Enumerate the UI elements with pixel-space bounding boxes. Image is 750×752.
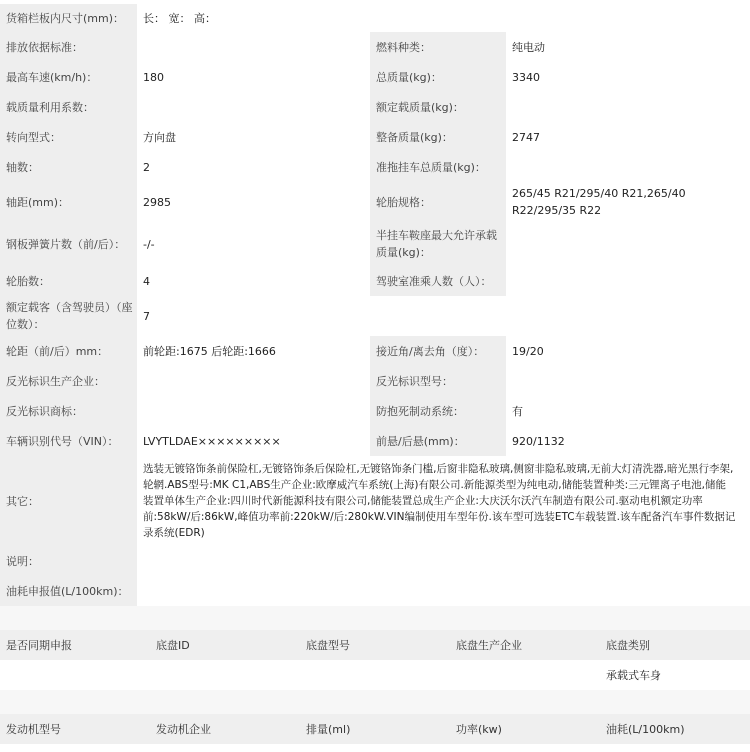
engine-header-cell: 排量(ml): [300, 714, 450, 744]
spec-label: 转向型式：: [0, 122, 137, 152]
spec-row-fuel: [0, 576, 750, 606]
spec-row-wheelbase: [0, 182, 750, 222]
spec-value: 19/20: [506, 336, 750, 366]
chassis-header-cell: 底盘生产企业: [450, 630, 600, 660]
spec-row-max-speed: [0, 62, 750, 92]
spec-value: [137, 396, 370, 426]
spec-value: [506, 222, 750, 266]
spec-label: 燃料种类：: [370, 32, 506, 62]
spec-value: 长： 宽： 高：: [137, 4, 370, 32]
chassis-value-cell: 承载式车身: [600, 660, 750, 690]
spec-value: 7: [137, 296, 370, 336]
engine-header-cell: 发动机型号: [0, 714, 150, 744]
spec-value: [506, 92, 750, 122]
spec-value: 920/1132: [506, 426, 750, 456]
section-gap: [0, 690, 750, 714]
other-label: 其它：: [0, 456, 137, 546]
spec-label: 轮距（前/后）mm：: [0, 336, 137, 366]
engine-header-row: [0, 714, 750, 744]
chassis-header-cell: 底盘类别: [600, 630, 750, 660]
spec-row-cargo-box: [0, 4, 750, 32]
section-gap: [0, 606, 750, 630]
chassis-header-cell: 底盘ID: [150, 630, 300, 660]
engine-header-cell: 油耗(L/100km): [600, 714, 750, 744]
spec-row-load-factor: [0, 92, 750, 122]
spec-value: [506, 266, 750, 296]
spec-value: 4: [137, 266, 370, 296]
spec-value: [506, 296, 750, 336]
spec-label: 额定载客（含驾驶员）（座位数）：: [0, 296, 137, 336]
spec-row-leaf-springs: [0, 222, 750, 266]
spec-row-track: [0, 336, 750, 366]
spec-label: 钢板弹簧片数（前/后）：: [0, 222, 137, 266]
spec-value: 2985: [137, 182, 370, 222]
spec-value: [137, 32, 370, 62]
chassis-header-cell: 底盘型号: [300, 630, 450, 660]
spec-value: 前轮距:1675 后轮距:1666: [137, 336, 370, 366]
spec-label: 最高车速(km/h)：: [0, 62, 137, 92]
spec-label: 额定载质量(kg)：: [370, 92, 506, 122]
chassis-value-row: [0, 660, 750, 690]
spec-value: 3340: [506, 62, 750, 92]
chassis-value-cell: [150, 660, 300, 690]
spec-value: [506, 366, 750, 396]
chassis-header-row: [0, 630, 750, 660]
spec-value: [137, 92, 370, 122]
note-label: 说明：: [0, 546, 137, 576]
spec-label: 载质量利用系数：: [0, 92, 137, 122]
spec-value: LVYTLDAE×××××××××: [137, 426, 370, 456]
spec-value: 纯电动: [506, 32, 750, 62]
chassis-value-cell: [300, 660, 450, 690]
spec-label: 货箱栏板内尺寸(mm)：: [0, 4, 137, 32]
spec-label: 防抱死制动系统：: [370, 396, 506, 426]
spec-label: 排放依据标准：: [0, 32, 137, 62]
spec-row-reflector-maker: [0, 366, 750, 396]
spec-row-axles: [0, 152, 750, 182]
spec-value: -/-: [137, 222, 370, 266]
spec-label: 轴距(mm)：: [0, 182, 137, 222]
spec-label: 驾驶室准乘人数（人）：: [370, 266, 506, 296]
spec-value: 2747: [506, 122, 750, 152]
spec-row-seats: [0, 296, 750, 336]
spec-value: 方向盘: [137, 122, 370, 152]
spec-label: 整备质量(kg)：: [370, 122, 506, 152]
spec-row-steering: [0, 122, 750, 152]
spec-value: [506, 152, 750, 182]
spec-value: 265/45 R21/295/40 R21,265/40 R22/295/35 R22: [506, 182, 750, 222]
spec-value: 有: [506, 396, 750, 426]
spec-value: [137, 366, 370, 396]
spec-label: 半挂车鞍座最大允许承载质量(kg)：: [370, 222, 506, 266]
spec-label: 反光标识商标：: [0, 396, 137, 426]
chassis-value-cell: [450, 660, 600, 690]
spec-label: 轴数：: [0, 152, 137, 182]
spec-row-emission: [0, 32, 750, 62]
spec-label: 轮胎规格：: [370, 182, 506, 222]
other-text: 选装无镀铬饰条前保险杠,无镀铬饰条后保险杠,无镀铬饰条门槛,后窗非隐私玻璃,侧窗非隐私玻璃,无前大灯清洗器,暗光黑行李架,轮辋.ABS型号:MK C1,ABS生产企业:欧摩威汽车系统(上海)有限公司.新能源类型为纯电动,储能装置种类:三元锂离子电池,储能装置单体生产企业:四川时代新能源科技有限公司,储能装置总成生产企业:大庆沃尔沃汽车制造有限公司.驱动电机额定功率前:58kW/后:86kW,峰值功率前:220kW/后:280kW.VIN编制使用车型年份.该车型可选装ETC车载装置.该车配备汽车事件数据记录系统(EDR): [137, 456, 750, 546]
spec-value: 180: [137, 62, 370, 92]
spec-label: 准拖挂车总质量(kg)：: [370, 152, 506, 182]
spec-label: 总质量(kg)：: [370, 62, 506, 92]
spec-label: 轮胎数：: [0, 266, 137, 296]
engine-header-cell: 发动机企业: [150, 714, 300, 744]
chassis-header-cell: 是否同期申报: [0, 630, 150, 660]
spec-label: 反光标识型号：: [370, 366, 506, 396]
spec-value: [506, 4, 750, 32]
chassis-value-cell: [0, 660, 150, 690]
fuel-text: [137, 576, 750, 606]
spec-row-note: [0, 546, 750, 576]
note-text: [137, 546, 750, 576]
spec-row-reflector-brand: [0, 396, 750, 426]
spec-label: 车辆识别代号（VIN）：: [0, 426, 137, 456]
spec-value: 2: [137, 152, 370, 182]
spec-label: 反光标识生产企业：: [0, 366, 137, 396]
spec-label: [370, 296, 506, 336]
spec-label: 接近角/离去角（度）：: [370, 336, 506, 366]
spec-row-tires: [0, 266, 750, 296]
spec-label: [370, 4, 506, 32]
spec-row-other: [0, 456, 750, 546]
spec-label: 前悬/后悬(mm)：: [370, 426, 506, 456]
spec-row-vin: [0, 426, 750, 456]
fuel-label: 油耗申报值(L/100km)：: [0, 576, 137, 606]
engine-header-cell: 功率(kw): [450, 714, 600, 744]
